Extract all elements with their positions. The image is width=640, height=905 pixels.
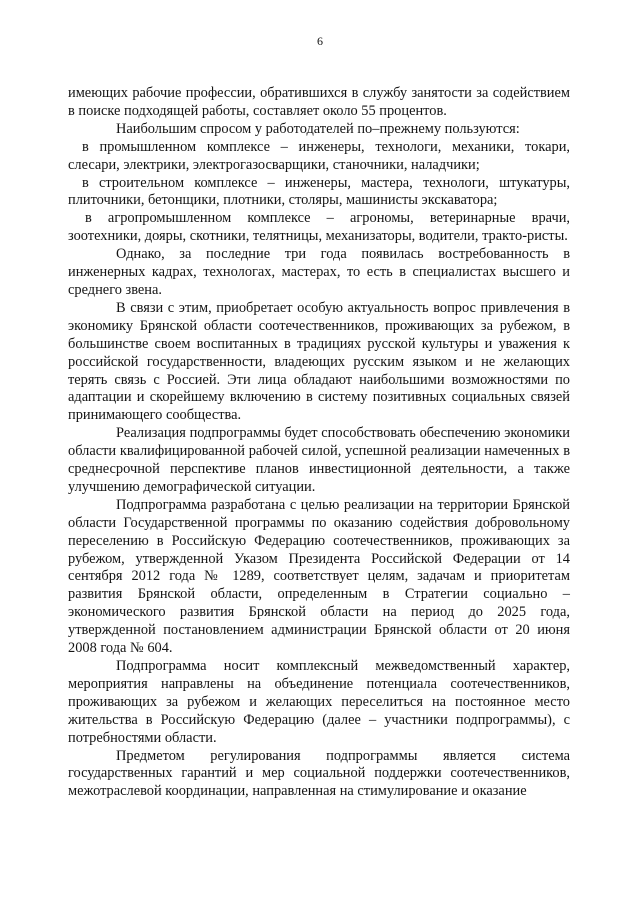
- paragraph-interagency: Подпрограмма носит комплексный межведомственный характер, мероприятия направлены на объединение потенциала соотечественников, проживающих за рубежом и желающих переселиться на постоянное место жительства в Российскую Федерацию (далее – участники подпрограммы), с потребностями области.: [68, 658, 570, 746]
- paragraph-engineering-demand: Однако, за последние три года появилась востребованность в инженерных кадрах, технологах, мастерах, то есть в специалистах высшего и среднего звена.: [68, 246, 570, 298]
- paragraph-compatriots: В связи с этим, приобретает особую актуальность вопрос привлечения в экономику Брянской области соотечественников, проживающих за рубежом, в большинстве своем воспитанных в традициях русской культуры и уважения к российской государственности, владеющих русским языком и не желающих терять связь с Россией. Эти лица обладают наибольшими возможностями по адаптации и скорейшему включению в систему позитивных социальных связей принимающего сообщества.: [68, 299, 570, 424]
- paragraph-demand-intro: Наибольшим спросом у работодателей по–прежнему пользуются:: [116, 120, 520, 137]
- paragraph-continuation: имеющих рабочие профессии, обратившихся в службу занятости за содействием в поиске подходящей работы, составляет около 55 процентов.: [68, 85, 570, 119]
- paragraph-subject-regulation: Предметом регулирования подпрограммы является система государственных гарантий и мер социальной поддержки соотечественников, межотраслевой координации, направленная на стимулирование и оказание: [68, 747, 570, 800]
- paragraph-agro-complex: в агропромышленном комплексе – агрономы, ветеринарные врачи, зоотехники, дояры, скотники, телятницы, механизаторы, водители, тракто-ристы.: [68, 210, 570, 245]
- page-number: 6: [317, 34, 323, 48]
- paragraph-implementation: Реализация подпрограммы будет способствовать обеспечению экономики области квалифицированной рабочей силой, успешной реализации намеченных в среднесрочной перспективе планов инвестиционной деятельности, а также улучшению демографической ситуации.: [68, 425, 570, 495]
- paragraph-program-development: Подпрограмма разработана с целью реализации на территории Брянской области Государственной программы по оказанию содействия добровольному переселению в Российскую Федерацию соотечественников, проживающих за рубежом, утвержденной Указом Президента Российской Федерации от 14 сентября 2012 года № 1289, соответствует целям, задачам и приоритетам развития Брянской области, определенным в Стратегии социально – экономического развития Брянской области на период до 2025 года, утвержденной постановлением администрации Брянской области от 20 июня 2008 года № 604.: [68, 496, 570, 657]
- paragraph-construction-complex: в строительном комплексе – инженеры, мастера, технологи, штукатуры, плиточники, бетонщики, плотники, столяры, машинисты экскаватора;: [68, 174, 570, 209]
- document-body: [68, 85, 570, 801]
- paragraph-industrial-complex: в промышленном комплексе – инженеры, технологи, механики, токари, слесари, электрики, электрогазосварщики, станочники, наладчики;: [68, 138, 570, 173]
